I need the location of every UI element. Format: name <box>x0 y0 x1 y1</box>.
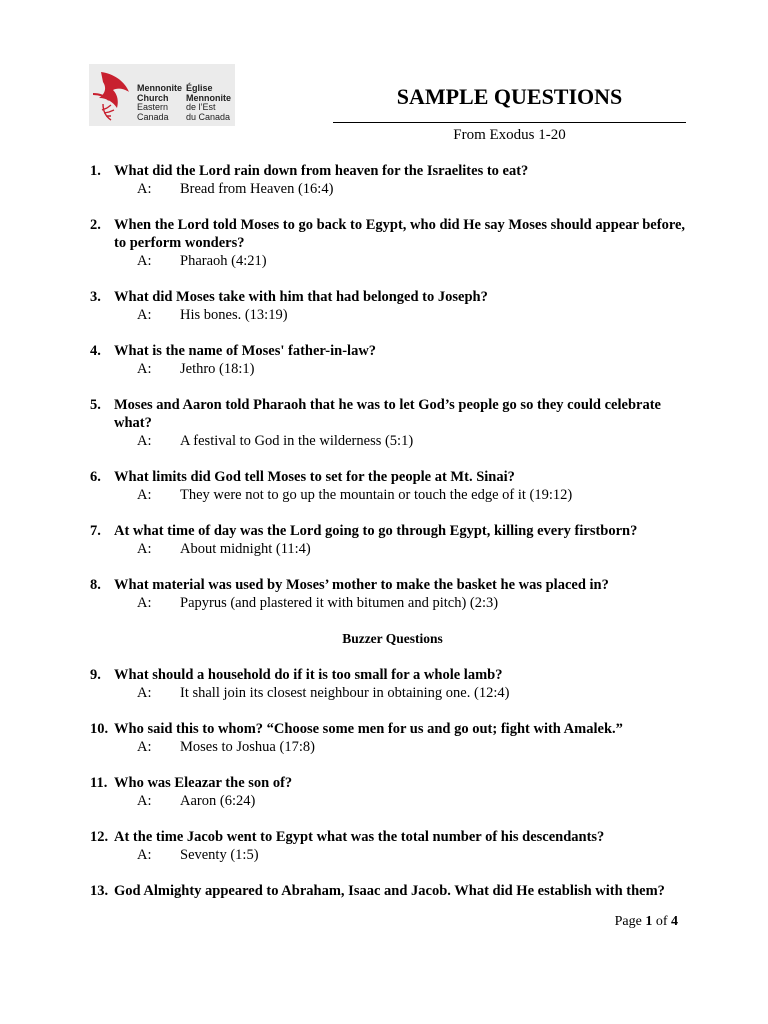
question <box>90 396 690 432</box>
question-text: At what time of day was the Lord going to go through Egypt, killing every firstborn? <box>114 523 638 539</box>
question-item <box>90 576 690 612</box>
question-text: What is the name of Moses' father-in-law? <box>114 343 377 359</box>
question-number: 2. <box>90 217 101 233</box>
question-text: Who was Eleazar the son of? <box>114 775 293 791</box>
answer-label: A: <box>137 433 152 449</box>
question <box>90 828 690 846</box>
answer <box>90 432 690 450</box>
question-number: 12. <box>90 829 109 845</box>
answer <box>90 252 690 270</box>
question-text: What did the Lord rain down from heaven for the Israelites to eat? <box>114 163 529 179</box>
answer-label: A: <box>137 595 152 611</box>
question-number: 7. <box>90 523 101 539</box>
question-item <box>90 216 690 270</box>
question-number: 6. <box>90 469 101 485</box>
spacer <box>90 450 690 468</box>
dove-logo-icon <box>89 64 139 126</box>
question <box>90 576 690 594</box>
question-text: Who said this to whom? “Choose some men for us and go out; fight with Amalek.” <box>114 721 623 737</box>
page-title: SAMPLE QUESTIONS <box>396 84 623 109</box>
question <box>90 882 690 900</box>
question-item <box>90 522 690 558</box>
spacer <box>90 198 690 216</box>
title-divider <box>333 122 686 123</box>
answer-text: His bones. (13:19) <box>180 307 288 323</box>
spacer <box>90 378 690 396</box>
question <box>90 774 690 792</box>
answer <box>90 792 690 810</box>
question-text: What should a household do if it is too small for a whole lamb? <box>114 667 503 683</box>
question-group-buzzer <box>90 666 690 900</box>
question-number: 8. <box>90 577 101 593</box>
answer-label: A: <box>137 685 152 701</box>
spacer <box>90 270 690 288</box>
question-number: 4. <box>90 343 101 359</box>
spacer <box>90 324 690 342</box>
question-item <box>90 774 690 810</box>
question-number: 10. <box>90 721 109 737</box>
answer <box>90 306 690 324</box>
answer-label: A: <box>137 181 152 197</box>
question-item <box>90 468 690 504</box>
question <box>90 162 690 180</box>
question-number: 5. <box>90 397 101 413</box>
answer-label: A: <box>137 307 152 323</box>
spacer <box>90 864 690 882</box>
question-number: 1. <box>90 163 101 179</box>
answer-text: It shall join its closest neighbour in obtaining one. (12:4) <box>180 685 510 701</box>
answer-text: Papyrus (and plastered it with bitumen and pitch) (2:3) <box>180 595 499 611</box>
question-number: 11. <box>90 775 108 791</box>
question-text: Moses and Aaron told Pharaoh that he was to let God’s people go so they could celebrate what? <box>114 397 661 431</box>
answer-text: A festival to God in the wilderness (5:1) <box>180 433 414 449</box>
question <box>90 666 690 684</box>
question-text: God Almighty appeared to Abraham, Isaac and Jacob. What did He establish with them? <box>114 883 665 899</box>
answer <box>90 180 690 198</box>
question-item <box>90 828 690 864</box>
spacer <box>90 504 690 522</box>
question-item <box>90 342 690 378</box>
answer <box>90 846 690 864</box>
question-item <box>90 162 690 198</box>
answer <box>90 594 690 612</box>
question <box>90 216 690 252</box>
spacer <box>90 756 690 774</box>
answer <box>90 360 690 378</box>
answer-label: A: <box>137 541 152 557</box>
answer-label: A: <box>137 793 152 809</box>
question-item <box>90 288 690 324</box>
spacer <box>90 558 690 576</box>
spacer <box>90 648 690 666</box>
answer-label: A: <box>137 739 152 755</box>
question-list <box>90 162 690 900</box>
question-group-main <box>90 162 690 630</box>
answer-text: Seventy (1:5) <box>180 847 259 863</box>
question-text: What material was used by Moses’ mother to make the basket he was placed in? <box>114 577 609 593</box>
question-text: What did Moses take with him that had belonged to Joseph? <box>114 289 488 305</box>
question <box>90 342 690 360</box>
answer-text: Aaron (6:24) <box>180 793 256 809</box>
logo-text-english: Mennonite Church Eastern Canada <box>137 83 182 122</box>
spacer <box>90 810 690 828</box>
question <box>90 288 690 306</box>
answer-text: They were not to go up the mountain or touch the edge of it (19:12) <box>180 487 573 503</box>
question-number: 9. <box>90 667 101 683</box>
question-item <box>90 882 690 900</box>
question <box>90 720 690 738</box>
page-subtitle: From Exodus 1-20 <box>453 127 566 143</box>
answer-text: Pharaoh (4:21) <box>180 253 267 269</box>
logo-text-french: Église Mennonite de l’Est du Canada <box>186 83 231 122</box>
answer <box>90 486 690 504</box>
answer-text: Moses to Joshua (17:8) <box>180 739 315 755</box>
question-text: When the Lord told Moses to go back to Egypt, who did He say Moses should appear before, to perform wonders? <box>114 217 686 251</box>
answer-label: A: <box>137 253 152 269</box>
section-heading: Buzzer Questions <box>342 631 443 646</box>
question-number: 3. <box>90 289 101 305</box>
spacer <box>90 702 690 720</box>
question-text: At the time Jacob went to Egypt what was the total number of his descendants? <box>114 829 605 845</box>
question-text: What limits did God tell Moses to set for the people at Mt. Sinai? <box>114 469 515 485</box>
question-item <box>90 396 690 450</box>
answer-label: A: <box>137 487 152 503</box>
answer <box>90 684 690 702</box>
question-number: 13. <box>90 883 109 899</box>
answer-label: A: <box>137 361 152 377</box>
answer <box>90 738 690 756</box>
question-item <box>90 720 690 756</box>
question <box>90 522 690 540</box>
spacer <box>90 612 690 630</box>
question-item <box>90 666 690 702</box>
answer-label: A: <box>137 847 152 863</box>
answer-text: Jethro (18:1) <box>180 361 255 377</box>
answer-text: About midnight (11:4) <box>180 541 311 557</box>
church-logo <box>89 64 235 126</box>
answer-text: Bread from Heaven (16:4) <box>180 181 334 197</box>
question <box>90 468 690 486</box>
answer <box>90 540 690 558</box>
page-number: Page 1 of 4 <box>614 914 678 929</box>
